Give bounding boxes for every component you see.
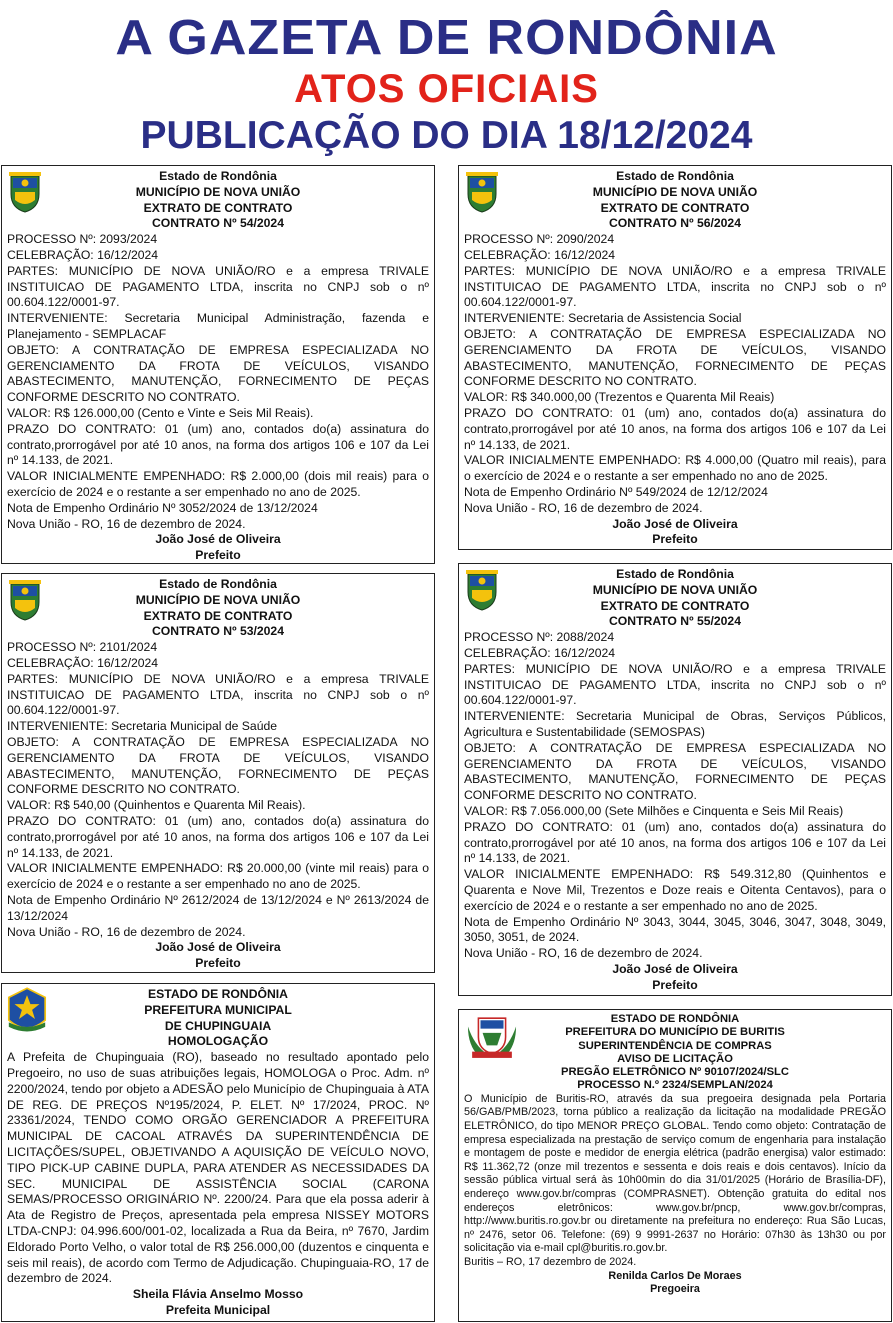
valor-empenhado: VALOR INICIALMENTE EMPENHADO: R$ 4.000,00 (Quatro mil reais), para o exercício de 2024 e o restante a ser empenhado no ano de 2025. — [464, 453, 886, 484]
interveniente: INTERVENIENTE: Secretaria Municipal Administração, fazenda e Planejamento - SEMPLACAF — [7, 311, 429, 341]
signer-name: João José de Oliveira — [155, 940, 281, 955]
city-name: DE CHUPINGUAIA — [164, 1018, 272, 1033]
processo: PROCESSO Nº: 2101/2024 — [7, 640, 158, 655]
place-date: Buritis – RO, 17 dezembro de 2024. — [464, 1255, 637, 1268]
newspaper-title: A GAZETA DE RONDÔNIA — [115, 10, 778, 66]
contract-54-notice — [1, 165, 435, 564]
notice-header — [7, 169, 429, 232]
rondonia-state-coat-of-arms-icon — [6, 986, 48, 1036]
signer-role: Prefeita Municipal — [165, 1302, 271, 1317]
buritis-aviso-licitacao-notice — [458, 1009, 892, 1322]
place-date: Nova União - RO, 16 de dezembro de 2024. — [7, 516, 246, 531]
prazo: PRAZO DO CONTRATO: 01 (um) ano, contados do(a) assinatura do contrato,prorrogável por até 10 anos, na forma dos artigos 106 e 107 da Lei nº 14.133, de 2021. — [464, 405, 886, 452]
buritis-coat-of-arms-icon — [465, 1014, 519, 1060]
municipality-name: MUNICÍPIO DE NOVA UNIÃO — [135, 592, 301, 607]
notice-header — [7, 577, 429, 640]
contract-56-notice — [458, 165, 892, 550]
publication-date: PUBLICAÇÃO DO DIA 18/12/2024 — [140, 114, 753, 157]
contract-number: CONTRATO Nº 54/2024 — [151, 216, 284, 231]
objeto: OBJETO: A CONTRATAÇÃO DE EMPRESA ESPECIALIZADA NO GERENCIAMENTO DA FROTA DE VEÍCULOS, VISANDO ABASTECIMENTO, MANUTENÇÃO, FORNECIMENTO DE PEÇAS CONFORME DESCRITO NO CONTRATO. — [464, 326, 886, 389]
notice-header — [464, 567, 886, 630]
interveniente: INTERVENIENTE: Secretaria Municipal de Obras, Serviços Públicos, Agricultura e Sustentabilidade (SEMOSPAS) — [464, 709, 886, 739]
state-name: Estado de Rondônia — [616, 169, 734, 183]
valor-empenhado: VALOR INICIALMENTE EMPENHADO: R$ 20.000,00 (vinte mil reais) para o exercício de 2024 e o restante a ser empenhado no ano de 2025. — [7, 861, 429, 892]
chupinguaia-homologacao-notice — [1, 983, 435, 1322]
place-date: Nova União - RO, 16 de dezembro de 2024. — [464, 946, 703, 961]
prazo: PRAZO DO CONTRATO: 01 (um) ano, contados do(a) assinatura do contrato,prorrogável por até 10 anos, na forma dos artigos 106 e 107 da Lei nº 14.133, de 2021. — [464, 819, 886, 866]
interveniente: INTERVENIENTE: Secretaria de Assistencia Social — [464, 311, 742, 326]
municipality-name: MUNICÍPIO DE NOVA UNIÃO — [592, 184, 758, 199]
state-name: ESTADO DE RONDÔNIA — [148, 987, 288, 1001]
partes: PARTES: MUNICÍPIO DE NOVA UNIÃO/RO e a empresa TRIVALE INSTITUICAO DE PAGAMENTO LTDA, inscrita no CNPJ sob o nº 00.604.122/0001-97. — [7, 671, 429, 718]
place-date: Nova União - RO, 16 de dezembro de 2024. — [7, 924, 246, 939]
nova-uniao-coat-of-arms-icon — [7, 170, 43, 214]
document-type: AVISO DE LICITAÇÃO — [617, 1052, 733, 1065]
state-name: Estado de Rondônia — [616, 567, 734, 581]
notice-header — [464, 169, 886, 232]
notice-header — [7, 987, 429, 1050]
municipality-name: MUNICÍPIO DE NOVA UNIÃO — [592, 582, 758, 597]
document-type: EXTRATO DE CONTRATO — [600, 200, 750, 215]
partes: PARTES: MUNICÍPIO DE NOVA UNIÃO/RO e a empresa TRIVALE INSTITUICAO DE PAGAMENTO LTDA, inscrita no CNPJ sob o nº 00.604.122/0001-97. — [464, 661, 886, 708]
state-name: Estado de Rondônia — [159, 169, 277, 183]
contract-number: CONTRATO Nº 56/2024 — [608, 216, 741, 231]
objeto: OBJETO: A CONTRATAÇÃO DE EMPRESA ESPECIALIZADA NO GERENCIAMENTO DA FROTA DE VEÍCULOS, VISANDO ABASTECIMENTO, MANUTENÇÃO, FORNECIMENTO DE PEÇAS CONFORME DESCRITO NO CONTRATO. — [464, 740, 886, 803]
state-name: Estado de Rondônia — [159, 577, 277, 591]
partes: PARTES: MUNICÍPIO DE NOVA UNIÃO/RO e a empresa TRIVALE INSTITUICAO DE PAGAMENTO LTDA, inscrita no CNPJ sob o nº 00.604.122/0001-97. — [464, 263, 886, 310]
contract-55-notice — [458, 563, 892, 996]
valor: VALOR: R$ 340.000,00 (Trezentos e Quarenta Mil Reais) — [464, 390, 775, 405]
process-number: PROCESSO N.º 2324/SEMPLAN/2024 — [577, 1079, 773, 1092]
interveniente: INTERVENIENTE: Secretaria Municipal de Saúde — [7, 719, 278, 734]
signer-name: João José de Oliveira — [612, 516, 738, 531]
contract-number: CONTRATO Nº 55/2024 — [608, 614, 741, 629]
office-name: PREFEITURA DO MUNICÍPIO DE BURITIS — [565, 1026, 785, 1039]
notice-body: A Prefeita de Chupinguaia (RO), baseado no resultado apontado pelo Pregoeiro, no uso de suas atribuições legais, HOMOLOGA o Proc. Adm. nº 2200/2024, tendo por objeto a ADESÃO pelo Município de Chupinguaia à ATA DE REG. DE PREÇOS Nº195/2024, P. ELET. Nº 17/2024, PROC. Nº 23361/2024, TENDO COMO ORGÃO GERENCIADOR A PREFEITURA MUNICIPAL DE CACOAL ATRAVÉS DA SUPERINTENDÊNCIA DE LICITAÇÕES/SUPEL, OBJETIVANDO A AQUISIÇÃO DE VEÍCULO NOVO, TIPO PICK-UP CABINE DUPLA, PARA ATENDER AS NECESSIDADES DA SEC. MUNICIPAL DE ASSISTÊNCIA SOCIAL (CARONA SEMAS/PROCESSO ORIGINÁRIO Nº. 2200/24. Para que ela possa aderir à Ata de Registro de Preços, apresentada pela empresa NISSEY MOTORS LTDA-CNPJ: 04.996.600/001-02, localizada a Rua da Beira, nº 7670, Jardim Eldorado Porto Velho, o valor total de R$ 256.000,00 (duzentos e cinquenta e seis mil reais), de acordo com Termo de Adjudicação. Chupinguaia-RO, 17 de dezembro de 2024. — [7, 1050, 429, 1286]
nova-uniao-coat-of-arms-icon — [7, 578, 43, 622]
section-title: ATOS OFICIAIS — [294, 67, 599, 111]
municipality-name: MUNICÍPIO DE NOVA UNIÃO — [135, 184, 301, 199]
place-date: Nova União - RO, 16 de dezembro de 2024. — [464, 500, 703, 515]
celebracao: CELEBRAÇÃO: 16/12/2024 — [464, 645, 616, 660]
document-type: HOMOLOGAÇÃO — [167, 1034, 269, 1049]
nova-uniao-coat-of-arms-icon — [464, 170, 500, 214]
partes: PARTES: MUNICÍPIO DE NOVA UNIÃO/RO e a empresa TRIVALE INSTITUICAO DE PAGAMENTO LTDA, inscrita no CNPJ sob o nº 00.604.122/0001-97. — [7, 263, 429, 310]
contract-53-notice — [1, 573, 435, 973]
valor-empenhado: VALOR INICIALMENTE EMPENHADO: R$ 2.000,00 (dois mil reais) para o exercício de 2024 e o restante a ser empenhado no ano de 2025. — [7, 469, 429, 499]
nota-empenho: Nota de Empenho Ordinário Nº 3052/2024 de 13/12/2024 — [7, 500, 318, 515]
objeto: OBJETO: A CONTRATAÇÃO DE EMPRESA ESPECIALIZADA NO GERENCIAMENTO DA FROTA DE VEÍCULOS, VISANDO ABASTECIMENTO, MANUTENÇÃO, FORNECIMENTO DE PEÇAS CONFORME DESCRITO NO CONTRATO. — [7, 734, 429, 797]
document-type: EXTRATO DE CONTRATO — [600, 598, 750, 613]
valor: VALOR: R$ 126.000,00 (Cento e Vinte e Seis Mil Reais). — [7, 405, 314, 420]
processo: PROCESSO Nº: 2088/2024 — [464, 630, 615, 645]
signer-role: Prefeito — [652, 532, 698, 547]
signer-role: Prefeito — [652, 977, 698, 992]
document-type: EXTRATO DE CONTRATO — [143, 200, 293, 215]
valor: VALOR: R$ 540,00 (Quinhentos e Quarenta Mil Reais). — [7, 798, 306, 813]
pregao-number: PREGÃO ELETRÔNICO Nº 90107/2024/SLC — [561, 1066, 789, 1079]
signer-name: João José de Oliveira — [155, 532, 281, 547]
nota-empenho: Nota de Empenho Ordinário Nº 3043, 3044, 3045, 3046, 3047, 3048, 3049, 3050, 3051, de 2024. — [464, 914, 886, 945]
document-type: EXTRATO DE CONTRATO — [143, 608, 293, 623]
valor-empenhado: VALOR INICIALMENTE EMPENHADO: R$ 549.312,80 (Quinhentos e Quarenta e Nove Mil, Trezentos e Doze reais e Oitenta Centavos), para o exercício de 2024 e o restante a ser empenhado no ano de 2025. — [464, 867, 886, 913]
processo: PROCESSO Nº: 2090/2024 — [464, 232, 615, 247]
processo: PROCESSO Nº: 2093/2024 — [7, 232, 158, 247]
masthead — [0, 0, 893, 162]
signer-role: Prefeito — [195, 956, 241, 971]
prazo: PRAZO DO CONTRATO: 01 (um) ano, contados do(a) assinatura do contrato,prorrogável por até 10 anos, na forma dos artigos 106 e 107 da Lei nº 14.133, de 2021. — [7, 421, 429, 468]
valor: VALOR: R$ 7.056.000,00 (Sete Milhões e Cinquenta e Seis Mil Reais) — [464, 803, 844, 818]
notice-header — [464, 1013, 886, 1093]
nota-empenho: Nota de Empenho Ordinário Nº 2612/2024 de 13/12/2024 e Nº 2613/2024 de 13/12/2024 — [7, 892, 429, 923]
celebracao: CELEBRAÇÃO: 16/12/2024 — [7, 247, 159, 262]
state-name: ESTADO DE RONDÔNIA — [610, 1013, 740, 1025]
celebracao: CELEBRAÇÃO: 16/12/2024 — [464, 247, 616, 262]
signer-name: Renilda Carlos De Moraes — [608, 1269, 742, 1282]
signer-role: Pregoeira — [650, 1283, 700, 1296]
office-name: PREFEITURA MUNICIPAL — [144, 1002, 292, 1017]
nota-empenho: Nota de Empenho Ordinário Nº 549/2024 de 12/12/2024 — [464, 484, 768, 499]
signer-name: Sheila Flávia Anselmo Mosso — [132, 1287, 304, 1302]
prazo: PRAZO DO CONTRATO: 01 (um) ano, contados do(a) assinatura do contrato,prorrogável por até 10 anos, na forma dos artigos 106 e 107 da Lei nº 14.133, de 2021. — [7, 813, 429, 860]
signer-name: João José de Oliveira — [612, 961, 738, 976]
contract-number: CONTRATO Nº 53/2024 — [151, 624, 284, 639]
signer-role: Prefeito — [195, 548, 241, 563]
nova-uniao-coat-of-arms-icon — [464, 568, 500, 612]
objeto: OBJETO: A CONTRATAÇÃO DE EMPRESA ESPECIALIZADA NO GERENCIAMENTO DA FROTA DE VEÍCULOS, VISANDO ABASTECIMENTO, MANUTENÇÃO, FORNECIMENTO DE PEÇAS CONFORME DESCRITO NO CONTRATO. — [7, 342, 429, 405]
department-name: SUPERINTENDÊNCIA DE COMPRAS — [578, 1039, 772, 1052]
notice-body: O Município de Buritis-RO, através da sua pregoeira designada pela Portaria 56/GAB/PMB/2023, torna público a realização da licitação na modalidade PREGÃO ELETRÔNICO, do tipo MENOR PREÇO GLOBAL. Tendo como objeto: Contratação de empresa especializada na prestação de serviço comum de engenharia para instalação e montagem de poste e medidor de energia elétrica (padrão energisa) valor estimado: R$ 11.362,72 (onze mil trezentos e sessenta e dois reais e dois centavos). Início da sessão pública virtual será às 10h00min do dia 31/01/2025 (Horário de Brasília-DF), endereço www.gov.br/compras (COMPRASNET). Obtenção gratuita do edital nos endereços eletrônicos: www.gov.br/pncp, www.gov.br/compras, http://www.buritis.ro.gov.br ou diretamente na prefeitura no endereço: Rua São Lucas, nº 2476, setor 06. Telefone: (69) 9 9991-2637 no Horário: 07h30 às 13h30 ou por solicitação via e-mail cpl@buritis.ro.gov.br. — [464, 1092, 886, 1255]
celebracao: CELEBRAÇÃO: 16/12/2024 — [7, 655, 159, 670]
